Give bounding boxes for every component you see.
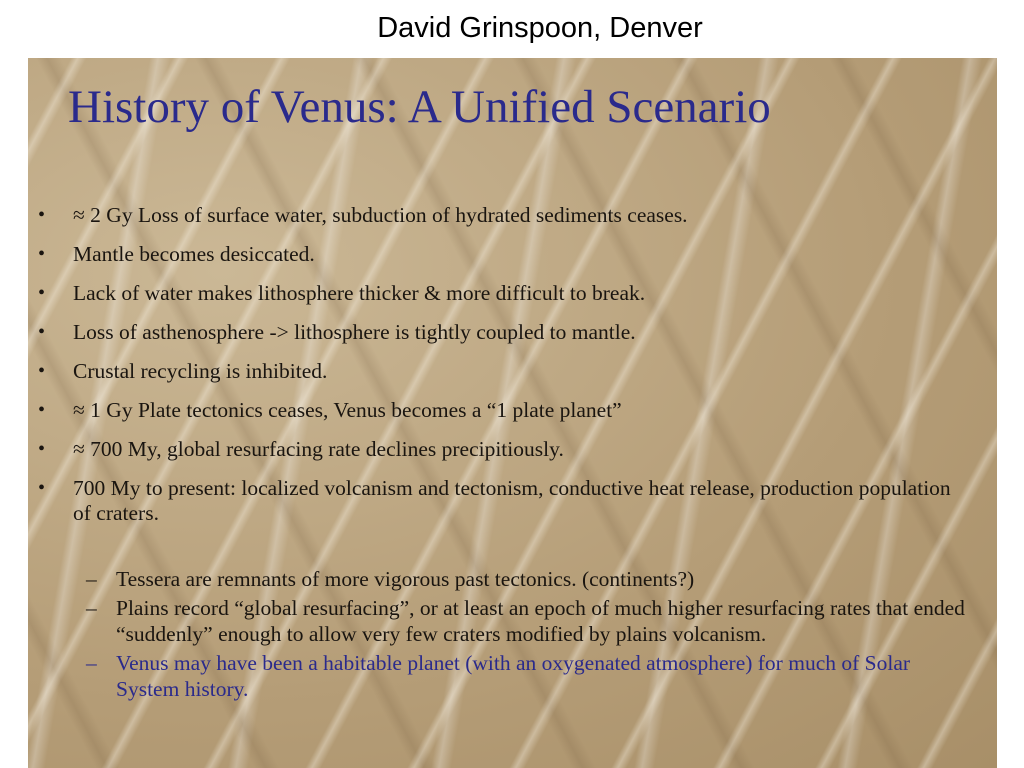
bullet-glyph: • (38, 438, 46, 460)
subbullet-item (86, 595, 966, 647)
subbullet-item-highlight (86, 650, 966, 702)
bullet-text: Loss of asthenosphere -> lithosphere is tightly coupled to mantle. (73, 320, 636, 344)
bullet-item (28, 437, 968, 462)
bullet-text: ≈ 1 Gy Plate tectonics ceases, Venus becomes a “1 plate planet” (73, 398, 622, 422)
bullet-glyph: • (38, 321, 46, 343)
bullet-item (28, 359, 968, 384)
subbullet-text: Tessera are remnants of more vigorous past tectonics. (continents?) (116, 567, 695, 591)
bullet-item (28, 476, 968, 526)
dash-glyph: – (86, 651, 97, 675)
bullet-glyph: • (38, 243, 46, 265)
bullet-glyph: • (38, 399, 46, 421)
bullet-item (28, 242, 968, 267)
bullet-item (28, 398, 968, 423)
bullet-text: Crustal recycling is inhibited. (73, 359, 328, 383)
dash-glyph: – (86, 596, 97, 620)
bullet-item (28, 320, 968, 345)
subbullet-item (86, 566, 966, 592)
bullet-text: ≈ 700 My, global resurfacing rate declines precipitiously. (73, 437, 564, 461)
slide (28, 58, 997, 768)
bullet-glyph: • (38, 360, 46, 382)
subbullet-text: Plains record “global resurfacing”, or at least an epoch of much higher resurfacing rates that ended “suddenly” enough to allow very few craters modified by plains volcanism. (116, 596, 965, 646)
subbullet-text: Venus may have been a habitable planet (with an oxygenated atmosphere) for much of Solar System history. (116, 651, 911, 701)
bullet-text: ≈ 2 Gy Loss of surface water, subduction of hydrated sediments ceases. (73, 203, 688, 227)
subbullet-list (86, 566, 966, 705)
bullet-glyph: • (38, 282, 46, 304)
bullet-glyph: • (38, 477, 46, 499)
bullet-item (28, 281, 968, 306)
bullet-text: Lack of water makes lithosphere thicker & more difficult to break. (73, 281, 646, 305)
bullet-text: Mantle becomes desiccated. (73, 242, 315, 266)
dash-glyph: – (86, 567, 97, 591)
bullet-text: 700 My to present: localized volcanism and tectonism, conductive heat release, production population of craters. (73, 476, 951, 525)
slide-title: History of Venus: A Unified Scenario (68, 81, 771, 133)
bullet-item (28, 203, 968, 228)
bullet-list (28, 203, 968, 540)
bullet-glyph: • (38, 204, 46, 226)
presenter-caption: David Grinspoon, Denver (377, 12, 703, 44)
